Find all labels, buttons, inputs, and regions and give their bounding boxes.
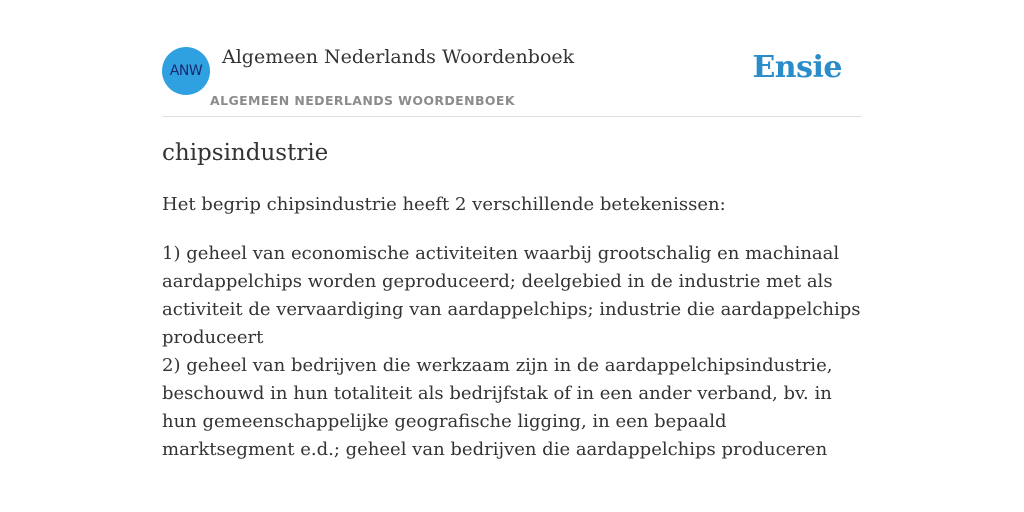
source-title[interactable]: Algemeen Nederlands Woordenboek (222, 46, 575, 68)
entry-intro: Het begrip chipsindustrie heeft 2 verschillende betekenissen: (162, 194, 726, 215)
anw-logo[interactable]: ANW (162, 47, 210, 95)
definitions-list (162, 240, 862, 464)
source-subtitle: ALGEMEEN NEDERLANDS WOORDENBOEK (210, 93, 515, 108)
entry-word: chipsindustrie (162, 140, 329, 166)
definition-1: 1) geheel van economische activiteiten waarbij grootschalig en machinaal aardappelchips worden geproduceerd; deelgebied in de industrie met als activiteit de vervaardiging van aardappelchips; industrie die aardappelchips produceert (162, 243, 861, 348)
definition-2: 2) geheel van bedrijven die werkzaam zijn in de aardappelchipsindustrie, beschouwd in hun totaliteit als bedrijfstak of in een ander verband, bv. in hun gemeenschappelijke geografische ligging, in een bepaald marktsegment e.d.; geheel van bedrijven die aardappelchips produceren (162, 355, 833, 460)
source-header (162, 46, 862, 117)
ensie-logo[interactable]: Ensie (752, 50, 842, 85)
